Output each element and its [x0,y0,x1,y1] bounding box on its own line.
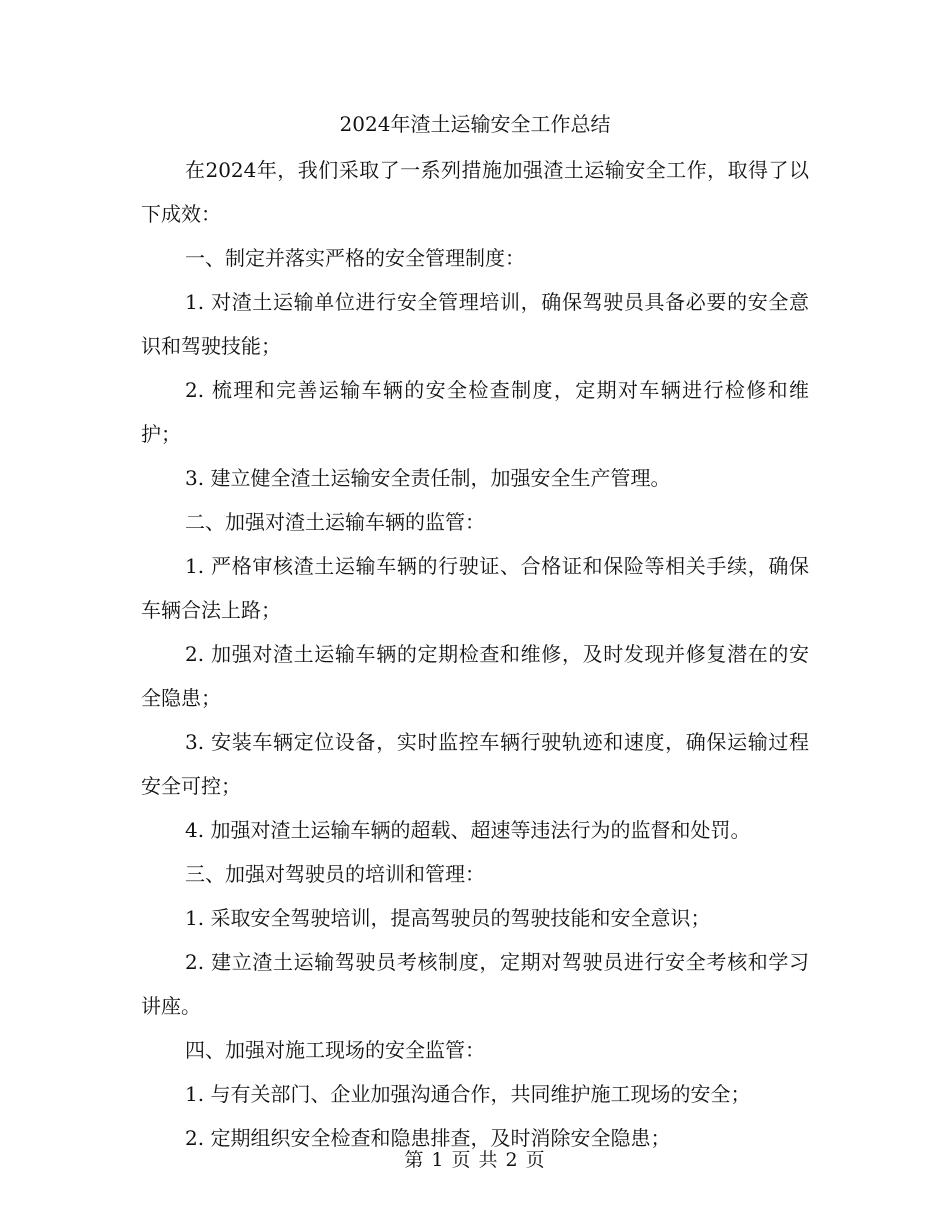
intro-paragraph: 在2024年，我们采取了一系列措施加强渣土运输安全工作，取得了以下成效： [141,158,809,226]
list-item: 2. 加强对渣土运输车辆的定期检查和维修，及时发现并修复潜在的安全隐患； [141,642,809,710]
list-item: 1. 采取安全驾驶培训，提高驾驶员的驾驶技能和安全意识； [185,906,711,930]
section-heading-3: 三、加强对驾驶员的培训和管理： [185,862,485,886]
section-heading-4: 四、加强对施工现场的安全监管： [185,1038,485,1062]
list-item: 2. 梳理和完善运输车辆的安全检查制度，定期对车辆进行检修和维护； [141,378,809,446]
document-title: 2024年渣土运输安全工作总结 [339,112,611,136]
list-item: 2. 定期组织安全检查和隐患排查，及时消除安全隐患； [185,1126,671,1150]
section-heading-2: 二、加强对渣土运输车辆的监管： [185,510,485,534]
list-item: 3. 安装车辆定位设备，实时监控车辆行驶轨迹和速度，确保运输过程安全可控； [141,730,809,798]
section-heading-1: 一、制定并落实严格的安全管理制度： [185,246,525,270]
document-body [141,148,809,1160]
list-item: 4. 加强对渣土运输车辆的超载、超速等违法行为的监督和处罚。 [185,818,751,842]
list-item: 2. 建立渣土运输驾驶员考核制度，定期对驾驶员进行安全考核和学习讲座。 [141,950,809,1018]
list-item: 1. 严格审核渣土运输车辆的行驶证、合格证和保险等相关手续，确保车辆合法上路； [141,554,809,622]
list-item: 1. 与有关部门、企业加强沟通合作，共同维护施工现场的安全； [185,1082,751,1106]
page-footer: 第 1 页 共 2 页 [404,1149,546,1171]
list-item: 1. 对渣土运输单位进行安全管理培训，确保驾驶员具备必要的安全意识和驾驶技能； [141,290,809,358]
list-item: 3. 建立健全渣土运输安全责任制，加强安全生产管理。 [185,466,671,490]
